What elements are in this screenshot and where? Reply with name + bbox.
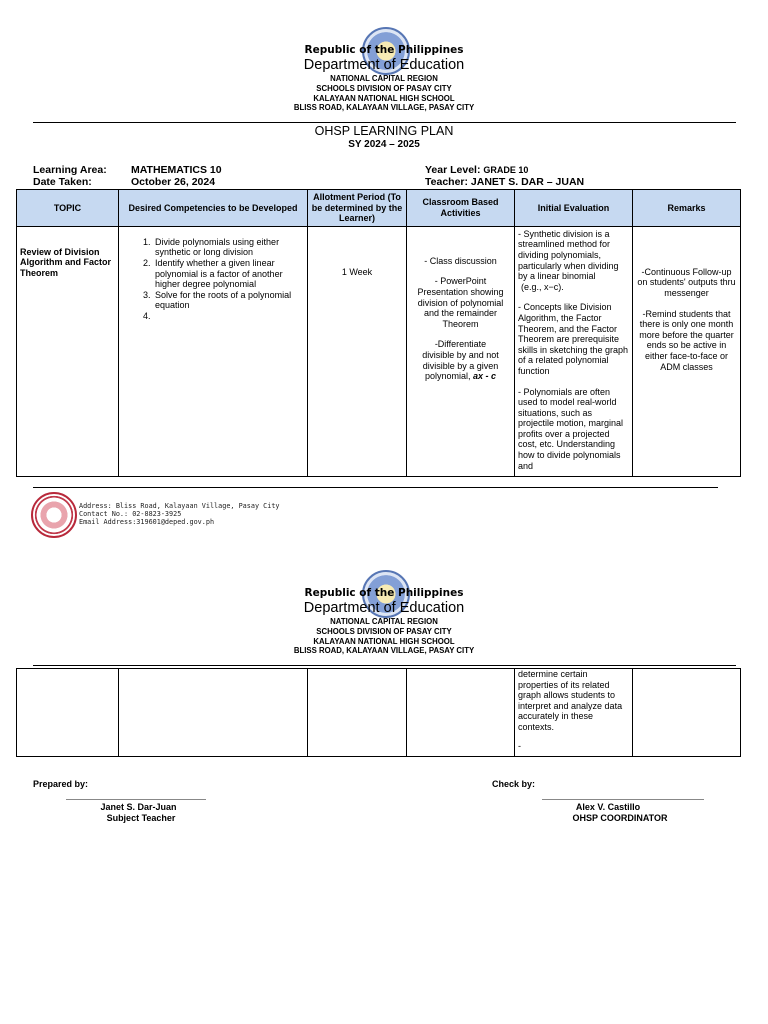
remarks-cell	[633, 226, 741, 476]
remark-1: -Continuous Follow-up on students' outputs thru messenger	[637, 266, 736, 298]
evaluation-4: -	[518, 740, 521, 751]
remarks-cell	[633, 669, 741, 757]
topic-cell	[17, 669, 119, 757]
year-level-value: GRADE 10	[483, 165, 529, 175]
activity-3	[410, 339, 511, 381]
division-line: SCHOOLS DIVISION OF PASAY CITY	[316, 84, 452, 93]
date-value: October 26, 2024	[131, 176, 216, 188]
year-level-label: Year Level:	[425, 164, 481, 176]
teacher-value: JANET S. DAR – JUAN	[470, 176, 585, 188]
check-by-label: Check by:	[492, 779, 536, 789]
address-line: BLISS ROAD, KALAYAAN VILLAGE, PASAY CITY	[293, 103, 475, 112]
table-row	[17, 669, 741, 757]
learning-plan-table	[16, 189, 741, 477]
col-remarks: Remarks	[633, 190, 741, 227]
activities-cell	[407, 226, 515, 476]
region-line: NATIONAL CAPITAL REGION	[330, 617, 438, 626]
competencies-list	[135, 237, 304, 322]
date-label: Date Taken:	[33, 176, 92, 188]
remark-2: -Remind students that there is only one month more before the quarter ends so be active in either face-to-face or ADM classes	[639, 308, 734, 372]
prepared-signature-line	[66, 799, 206, 800]
competency-item: 2. Identify whether a given linear polynomial is a factor of another higher degree polynomial	[153, 258, 304, 290]
learning-plan-table-continued	[16, 668, 741, 757]
topic-text: Review of Division Algorithm and Factor Theorem	[20, 246, 112, 278]
competency-item: 1. Divide polynomials using either synthetic or long division	[153, 237, 304, 258]
evaluation-cell	[515, 669, 633, 757]
competencies-cell	[119, 669, 308, 757]
school-logo-icon	[31, 492, 77, 538]
department-line: Department of Education	[303, 57, 465, 73]
topic-cell	[17, 226, 119, 476]
prepared-by-label: Prepared by:	[33, 779, 89, 789]
competencies-cell	[119, 226, 308, 476]
footer-address: Address: Bliss Road, Kalayaan Village, Pasay City	[79, 502, 280, 510]
competency-item	[153, 311, 304, 322]
department-line: Department of Education	[303, 600, 465, 616]
evaluation-2: - Concepts like Division Algorithm, the Factor Theorem, and the Factor Theorem are prerequisite skills in sketching the graph of a related polynomial function	[518, 302, 629, 376]
activity-1: - Class discussion	[424, 255, 497, 266]
year-level	[425, 164, 528, 176]
prepared-role: Subject Teacher	[106, 813, 176, 823]
learning-area-label: Learning Area:	[33, 164, 107, 176]
activity-3-text: -Differentiate divisible by and not divisible by a given polynomial,	[422, 339, 499, 382]
evaluation-3-cont: determine certain properties of its related graph allows students to interpret and analyze data accurately in these contexts.	[518, 669, 623, 732]
address-line: BLISS ROAD, KALAYAAN VILLAGE, PASAY CITY	[293, 646, 475, 655]
school-line: KALAYAAN NATIONAL HIGH SCHOOL	[313, 94, 455, 103]
division-line: SCHOOLS DIVISION OF PASAY CITY	[316, 627, 452, 636]
allotment-cell	[308, 669, 407, 757]
republic-line: Republic of the Philippines	[304, 587, 464, 599]
footer-divider	[33, 487, 718, 488]
col-allotment: Allotment Period (To be determined by the Learner)	[308, 190, 407, 227]
teacher	[425, 176, 584, 188]
col-activities: Classroom Based Activities	[407, 190, 515, 227]
check-role: OHSP COORDINATOR	[572, 813, 668, 823]
check-name: Alex V. Castillo	[575, 802, 641, 812]
allotment-text: 1 Week	[341, 266, 373, 277]
header-divider	[33, 122, 736, 123]
activity-2: - PowerPoint Presentation showing division of polynomial and the remainder Theorem	[417, 276, 504, 329]
evaluation-1: - Synthetic division is a streamlined method for dividing polynomials, particularly when dividing by a linear binomial	[518, 228, 619, 282]
school-line: KALAYAAN NATIONAL HIGH SCHOOL	[313, 637, 455, 646]
republic-line: Republic of the Philippines	[304, 44, 464, 56]
evaluation-1b: (e.g., x−c).	[521, 281, 564, 292]
check-signature-line	[542, 799, 704, 800]
evaluation-3: - Polynomials are often used to model real-world situations, such as projectile motion, marginal profits over a projected cost, etc. Understanding how to divide polynomials and	[518, 386, 624, 471]
activity-3-expr: ax - c	[473, 371, 497, 382]
header-divider	[33, 665, 736, 666]
footer-contact: Contact No.: 02-8823-3925	[79, 510, 182, 519]
activities-cell	[407, 669, 515, 757]
allotment-cell	[308, 226, 407, 476]
col-competencies: Desired Competencies to be Developed	[119, 190, 308, 227]
prepared-name: Janet S. Dar-Juan	[100, 802, 177, 812]
table-row	[17, 226, 741, 476]
evaluation-cell	[515, 226, 633, 476]
competency-item: 3. Solve for the roots of a polynomial equation	[153, 290, 304, 311]
page-title: OHSP LEARNING PLAN	[314, 124, 454, 138]
region-line: NATIONAL CAPITAL REGION	[330, 74, 438, 83]
col-evaluation: Initial Evaluation	[515, 190, 633, 227]
learning-area-value: MATHEMATICS 10	[131, 164, 222, 176]
teacher-label: Teacher:	[425, 176, 468, 188]
school-year: SY 2024 – 2025	[348, 139, 420, 150]
footer-email: Email Address:319601@deped.gov.ph	[79, 518, 215, 527]
footer-info	[79, 502, 280, 527]
col-topic: TOPIC	[17, 190, 119, 227]
